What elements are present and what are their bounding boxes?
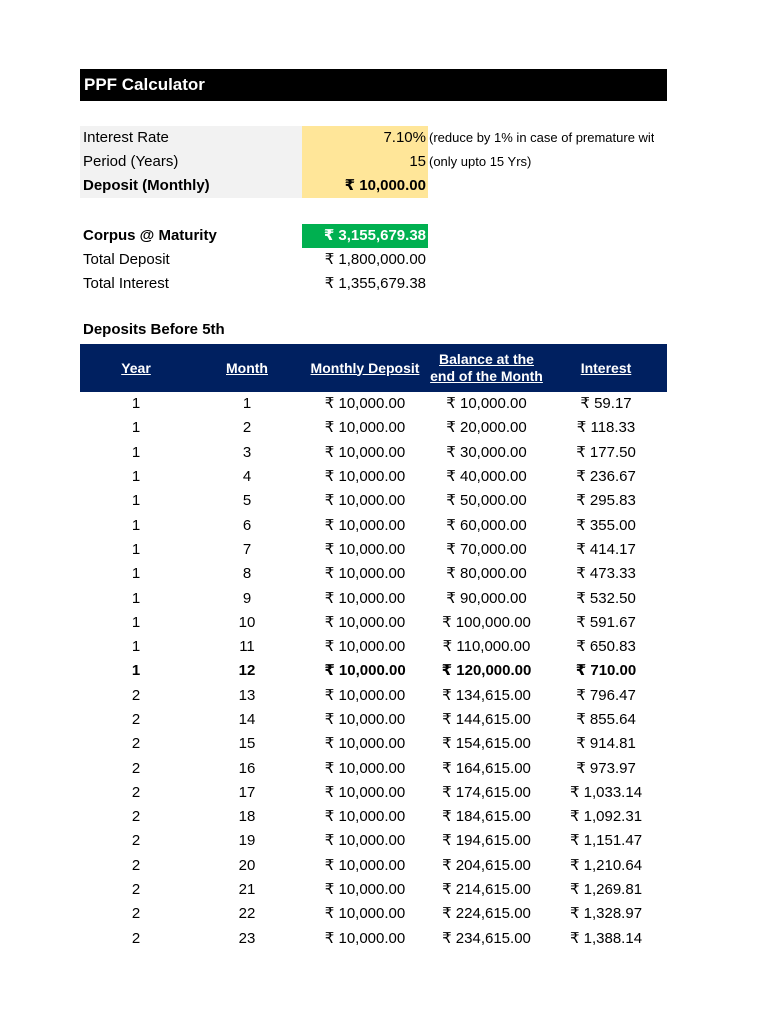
balance-cell[interactable]: ₹ 234,615.00 <box>442 929 531 947</box>
interest-cell[interactable]: ₹ 1,269.81 <box>569 881 643 899</box>
interest-cell[interactable]: ₹ 796.47 <box>576 686 636 704</box>
year-cell[interactable]: 2 <box>131 711 141 728</box>
month-cell[interactable]: 6 <box>242 516 252 534</box>
year-cell[interactable]: 1 <box>131 492 141 510</box>
table-row <box>80 756 667 780</box>
table-row <box>80 878 667 902</box>
month-cell[interactable]: 13 <box>238 686 256 704</box>
header-monthly-deposit[interactable]: Monthly Deposit <box>302 344 428 392</box>
month-cell[interactable]: 9 <box>242 589 252 607</box>
year-cell[interactable]: 1 <box>131 613 141 631</box>
month-cell[interactable]: 15 <box>238 735 256 753</box>
table-row <box>80 538 667 562</box>
section-title: Deposits Before 5th <box>83 321 225 338</box>
interest-cell[interactable]: ₹ 473.33 <box>576 565 636 583</box>
total-deposit-row <box>80 248 430 272</box>
year-cell[interactable]: 1 <box>131 468 141 486</box>
interest-cell[interactable]: ₹ 532.50 <box>576 589 636 607</box>
month-cell[interactable]: 8 <box>242 565 252 583</box>
interest-cell[interactable]: ₹ 1,210.64 <box>569 856 643 874</box>
interest-cell[interactable]: ₹ 236.67 <box>576 468 636 486</box>
interest-rate-note: (reduce by 1% in case of premature wit <box>429 130 655 145</box>
balance-cell[interactable]: ₹ 50,000.00 <box>446 492 527 510</box>
month-cell[interactable]: 21 <box>238 881 256 899</box>
balance-cell[interactable]: ₹ 80,000.00 <box>446 565 527 583</box>
interest-cell[interactable]: ₹ 914.81 <box>576 735 636 753</box>
interest-cell[interactable]: ₹ 355.00 <box>576 516 636 534</box>
monthly-deposit-cell[interactable]: ₹ 10,000.00 <box>324 783 406 801</box>
year-cell[interactable]: 1 <box>131 419 141 437</box>
year-cell[interactable]: 1 <box>131 395 141 413</box>
total-interest-label: Total Interest <box>83 275 169 292</box>
month-cell[interactable]: 22 <box>238 905 256 923</box>
year-cell[interactable]: 2 <box>131 929 141 947</box>
monthly-deposit-cell[interactable]: ₹ 10,000.00 <box>324 589 406 607</box>
table-row <box>80 611 667 635</box>
year-cell[interactable]: 2 <box>131 856 141 874</box>
table-row <box>80 902 667 926</box>
interest-cell[interactable]: ₹ 1,033.14 <box>569 783 643 801</box>
deposit-row <box>80 174 680 198</box>
table-row <box>80 441 667 465</box>
balance-cell[interactable]: ₹ 10,000.00 <box>446 395 527 413</box>
year-cell[interactable]: 1 <box>131 540 141 558</box>
monthly-deposit-cell[interactable]: ₹ 10,000.00 <box>324 759 406 777</box>
balance-cell[interactable]: ₹ 70,000.00 <box>446 540 527 558</box>
input-section <box>80 126 680 198</box>
balance-cell[interactable]: ₹ 110,000.00 <box>442 638 531 656</box>
header-year[interactable]: Year <box>80 344 192 392</box>
year-cell[interactable]: 1 <box>131 638 141 656</box>
interest-cell[interactable]: ₹ 650.83 <box>576 638 636 656</box>
monthly-deposit-cell[interactable]: ₹ 10,000.00 <box>324 686 406 704</box>
period-row <box>80 150 680 174</box>
interest-cell[interactable]: ₹ 855.64 <box>576 711 636 728</box>
period-note: (only upto 15 Yrs) <box>429 154 532 169</box>
balance-cell[interactable]: ₹ 60,000.00 <box>446 516 527 534</box>
monthly-deposit-cell[interactable]: ₹ 10,000.00 <box>324 881 406 899</box>
interest-cell[interactable]: ₹ 177.50 <box>576 443 636 461</box>
interest-cell[interactable]: ₹ 1,092.31 <box>569 808 643 826</box>
year-cell[interactable]: 2 <box>131 783 141 801</box>
balance-cell[interactable]: ₹ 30,000.00 <box>446 443 527 461</box>
month-cell[interactable]: 4 <box>242 468 252 486</box>
balance-cell[interactable]: ₹ 174,615.00 <box>442 783 531 801</box>
total-deposit-value: ₹ 1,800,000.00 <box>324 251 426 268</box>
monthly-deposit-cell[interactable]: ₹ 10,000.00 <box>324 516 406 534</box>
corpus-value: ₹ 3,155,679.38 <box>302 224 428 248</box>
table-body <box>80 392 667 951</box>
deposit-schedule-table <box>80 344 667 951</box>
balance-cell[interactable]: ₹ 20,000.00 <box>446 419 527 437</box>
table-row <box>80 392 667 416</box>
month-cell[interactable]: 1 <box>242 395 252 413</box>
balance-cell[interactable]: ₹ 194,615.00 <box>442 832 531 850</box>
interest-cell[interactable]: ₹ 118.33 <box>576 419 636 437</box>
year-cell[interactable]: 2 <box>131 686 141 704</box>
interest-cell[interactable]: ₹ 414.17 <box>576 540 636 558</box>
monthly-deposit-cell[interactable]: ₹ 10,000.00 <box>324 540 406 558</box>
interest-cell[interactable]: ₹ 710.00 <box>575 662 637 680</box>
corpus-label: Corpus @ Maturity <box>83 227 217 244</box>
month-cell[interactable]: 7 <box>242 540 252 558</box>
table-row <box>80 708 667 732</box>
total-interest-value: ₹ 1,355,679.38 <box>324 275 426 292</box>
month-cell[interactable]: 17 <box>238 783 256 801</box>
table-row <box>80 805 667 829</box>
monthly-deposit-cell[interactable]: ₹ 10,000.00 <box>324 808 406 826</box>
year-cell[interactable]: 1 <box>131 589 141 607</box>
monthly-deposit-cell[interactable]: ₹ 10,000.00 <box>324 492 406 510</box>
deposit-label: Deposit (Monthly) <box>80 174 302 198</box>
balance-cell[interactable]: ₹ 214,615.00 <box>442 881 531 899</box>
monthly-deposit-cell[interactable]: ₹ 10,000.00 <box>324 905 406 923</box>
header-interest[interactable]: Interest <box>545 344 667 392</box>
table-row <box>80 562 667 586</box>
balance-cell[interactable]: ₹ 184,615.00 <box>442 808 531 826</box>
month-cell[interactable]: 11 <box>239 638 255 656</box>
table-row <box>80 489 667 513</box>
year-cell[interactable]: 2 <box>131 905 141 923</box>
month-cell[interactable]: 19 <box>238 832 256 850</box>
table-row <box>80 513 667 537</box>
month-cell[interactable]: 14 <box>238 711 256 728</box>
monthly-deposit-cell[interactable]: ₹ 10,000.00 <box>324 443 406 461</box>
table-row <box>80 732 667 756</box>
month-cell[interactable]: 3 <box>242 443 252 461</box>
monthly-deposit-cell[interactable]: ₹ 10,000.00 <box>324 419 406 437</box>
table-row <box>80 854 667 878</box>
deposit-cell[interactable]: ₹ 10,000.00 <box>302 174 428 198</box>
total-interest-row <box>80 272 430 296</box>
monthly-deposit-cell[interactable]: ₹ 10,000.00 <box>324 929 406 947</box>
period-cell[interactable]: 15 <box>302 150 428 174</box>
balance-cell[interactable]: ₹ 154,615.00 <box>442 735 531 753</box>
monthly-deposit-cell[interactable]: ₹ 10,000.00 <box>324 638 406 656</box>
interest-cell[interactable]: ₹ 591.67 <box>576 613 636 631</box>
header-month[interactable]: Month <box>192 344 302 392</box>
month-cell[interactable]: 23 <box>238 929 256 947</box>
balance-cell[interactable]: ₹ 144,615.00 <box>442 711 531 728</box>
table-row <box>80 416 667 440</box>
year-cell[interactable]: 2 <box>131 735 141 753</box>
monthly-deposit-cell[interactable]: ₹ 10,000.00 <box>324 662 406 680</box>
month-cell[interactable]: 16 <box>238 759 256 777</box>
balance-cell[interactable]: ₹ 40,000.00 <box>446 468 527 486</box>
monthly-deposit-cell[interactable]: ₹ 10,000.00 <box>324 613 406 631</box>
month-cell[interactable]: 5 <box>242 492 252 510</box>
table-row <box>80 781 667 805</box>
month-cell[interactable]: 18 <box>238 808 256 826</box>
balance-cell[interactable]: ₹ 164,615.00 <box>442 759 531 777</box>
table-row <box>80 635 667 659</box>
monthly-deposit-cell[interactable]: ₹ 10,000.00 <box>324 468 406 486</box>
interest-cell[interactable]: ₹ 973.97 <box>576 759 636 777</box>
table-header-row <box>80 344 667 392</box>
balance-cell[interactable]: ₹ 100,000.00 <box>442 613 531 631</box>
month-cell[interactable]: 2 <box>242 419 252 437</box>
monthly-deposit-cell[interactable]: ₹ 10,000.00 <box>324 711 406 728</box>
balance-cell[interactable]: ₹ 134,615.00 <box>442 686 531 704</box>
corpus-row <box>80 224 430 248</box>
page-title: PPF Calculator <box>80 69 667 101</box>
year-cell[interactable]: 2 <box>131 881 141 899</box>
year-cell[interactable]: 2 <box>131 832 141 850</box>
table-row <box>80 586 667 610</box>
table-row <box>80 659 667 683</box>
results-section <box>80 224 430 296</box>
month-cell[interactable]: 12 <box>238 662 256 680</box>
balance-cell[interactable]: ₹ 90,000.00 <box>446 589 527 607</box>
year-cell[interactable]: 1 <box>131 662 141 680</box>
balance-cell[interactable]: ₹ 204,615.00 <box>442 856 531 874</box>
header-balance[interactable]: Balance at the end of the Month <box>428 344 545 392</box>
year-cell[interactable]: 2 <box>131 808 141 826</box>
monthly-deposit-cell[interactable]: ₹ 10,000.00 <box>324 856 406 874</box>
monthly-deposit-cell[interactable]: ₹ 10,000.00 <box>324 395 406 413</box>
monthly-deposit-cell[interactable]: ₹ 10,000.00 <box>324 565 406 583</box>
monthly-deposit-cell[interactable]: ₹ 10,000.00 <box>324 832 406 850</box>
month-cell[interactable]: 10 <box>238 613 256 631</box>
balance-cell[interactable]: ₹ 120,000.00 <box>441 662 532 680</box>
year-cell[interactable]: 1 <box>131 565 141 583</box>
interest-cell[interactable]: ₹ 295.83 <box>576 492 636 510</box>
month-cell[interactable]: 20 <box>238 856 256 874</box>
table-row <box>80 829 667 853</box>
interest-cell[interactable]: ₹ 1,328.97 <box>569 905 643 923</box>
table-row <box>80 465 667 489</box>
interest-rate-label: Interest Rate <box>80 126 302 150</box>
year-cell[interactable]: 1 <box>131 443 141 461</box>
table-row <box>80 927 667 951</box>
interest-cell[interactable]: ₹ 1,388.14 <box>569 929 643 947</box>
table-row <box>80 684 667 708</box>
total-deposit-label: Total Deposit <box>83 251 170 268</box>
monthly-deposit-cell[interactable]: ₹ 10,000.00 <box>324 735 406 753</box>
period-label: Period (Years) <box>80 150 302 174</box>
interest-cell[interactable]: ₹ 1,151.47 <box>569 832 643 850</box>
year-cell[interactable]: 2 <box>131 759 141 777</box>
year-cell[interactable]: 1 <box>131 516 141 534</box>
interest-cell[interactable]: ₹ 59.17 <box>580 395 632 413</box>
balance-cell[interactable]: ₹ 224,615.00 <box>442 905 531 923</box>
interest-rate-row <box>80 126 680 150</box>
interest-rate-cell[interactable]: 7.10% <box>302 126 428 150</box>
